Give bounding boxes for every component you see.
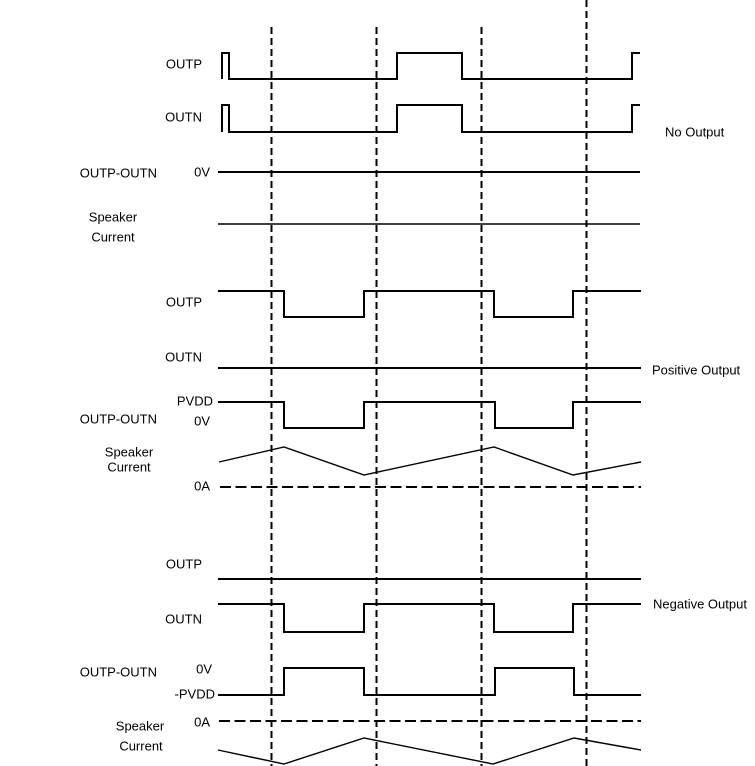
zero-amps-label-negative: 0A bbox=[194, 714, 210, 730]
negative-output-caption: Negative Output bbox=[653, 596, 747, 612]
outn-label-negative: OUTN bbox=[165, 611, 202, 627]
current-label-positive: Current bbox=[107, 459, 151, 475]
outn-label-no-output: OUTN bbox=[165, 109, 202, 125]
outp-label-negative: OUTP bbox=[165, 556, 202, 572]
speaker-label-positive: Speaker bbox=[104, 444, 154, 460]
outp-minus-outn-wave-positive bbox=[218, 402, 641, 428]
outp-minus-outn-label-negative: OUTP-OUTN bbox=[79, 664, 157, 680]
speaker-current-wave-negative bbox=[218, 738, 641, 764]
outp-minus-outn-label-no-output: OUTP-OUTN bbox=[79, 165, 157, 181]
outp-minus-outn-wave-negative bbox=[218, 668, 641, 695]
outn-label-positive: OUTN bbox=[165, 349, 202, 365]
outn-wave-no-output bbox=[222, 105, 640, 132]
no-output-caption: No Output bbox=[665, 124, 725, 140]
outp-label-no-output: OUTP bbox=[165, 56, 202, 72]
positive-output-caption: Positive Output bbox=[652, 362, 741, 378]
speaker-current-wave-positive bbox=[219, 447, 641, 475]
zero-amps-label-positive: 0A bbox=[194, 478, 210, 494]
outp-wave-positive bbox=[218, 291, 641, 317]
outp-minus-outn-label-positive: OUTP-OUTN bbox=[79, 411, 157, 427]
speaker-label-negative: Speaker bbox=[115, 718, 165, 734]
current-label-negative: Current bbox=[119, 738, 163, 754]
neg-pvdd-label-negative: -PVDD bbox=[174, 686, 215, 702]
zero-volts-label-no-output: 0V bbox=[194, 164, 210, 180]
outn-wave-negative bbox=[218, 604, 641, 632]
outp-label-positive: OUTP bbox=[165, 294, 202, 310]
zero-volts-label-positive: 0V bbox=[194, 413, 210, 429]
outp-wave-no-output bbox=[222, 53, 640, 79]
current-label-no-output: Current bbox=[91, 229, 135, 245]
pvdd-label-positive: PVDD bbox=[176, 393, 213, 409]
zero-volts-label-negative: 0V bbox=[196, 661, 212, 677]
speaker-label-no-output: Speaker bbox=[88, 209, 138, 225]
